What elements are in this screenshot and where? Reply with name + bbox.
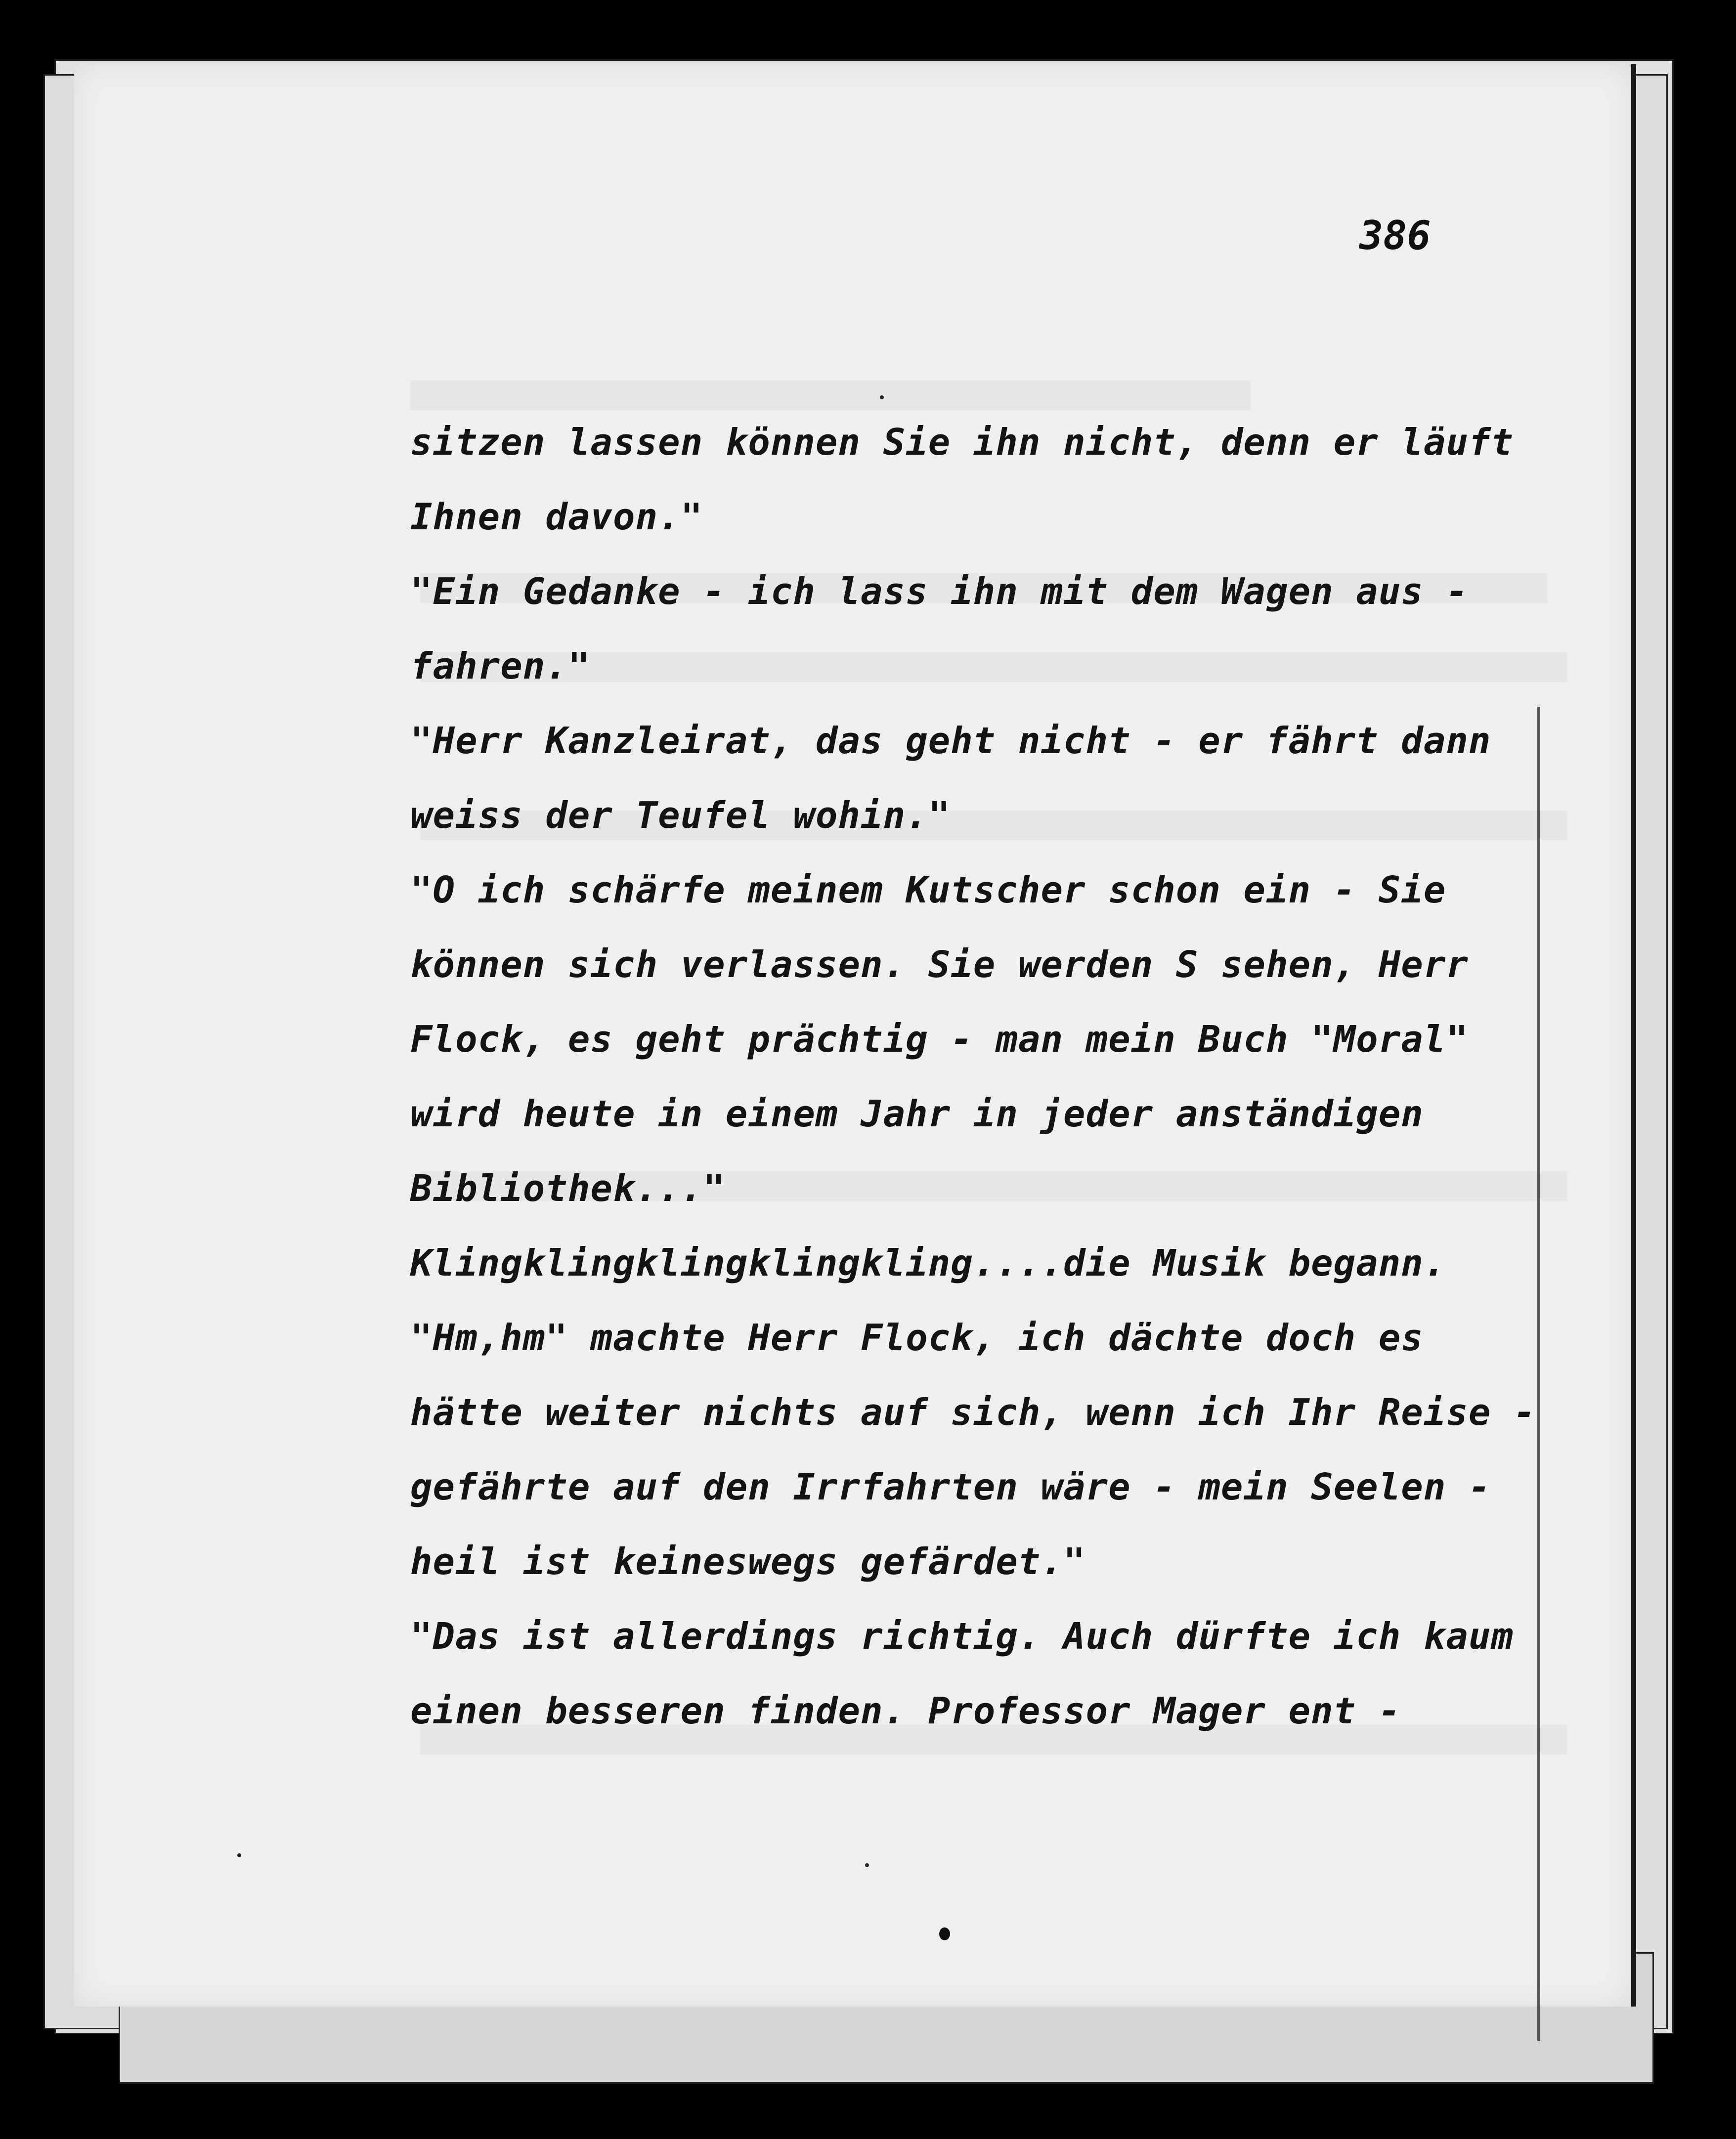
text-line: weiss der Teufel wohin." — [410, 794, 951, 837]
text-line: "O ich schärfe meinem Kutscher schon ein - Sie — [410, 869, 1446, 911]
ink-speck — [880, 395, 884, 399]
text-line: "Das ist allerdings richtig. Auch dürfte ich kaum — [410, 1615, 1514, 1658]
text-line: heil ist keineswegs gefärdet." — [410, 1540, 1086, 1583]
ink-speck — [237, 1853, 241, 1857]
text-line: "Ein Gedanke - ich lass ihn mit dem Wagen aus - — [410, 570, 1469, 613]
text-line: hätte weiter nichts auf sich, wenn ich Ihr Reise - — [410, 1391, 1536, 1434]
text-line: einen besseren finden. Professor Mager ent - — [410, 1690, 1401, 1732]
text-line: wird heute in einem Jahr in jeder anständigen — [410, 1093, 1424, 1135]
body-text — [410, 405, 1636, 1749]
text-line: Ihnen davon." — [410, 496, 703, 538]
page-number: 386 — [1359, 213, 1431, 258]
text-line: sitzen lassen können Sie ihn nicht, denn er läuft — [410, 421, 1514, 464]
ink-blot — [939, 1927, 950, 1940]
text-line: Flock, es geht prächtig - man mein Buch "Moral" — [410, 1018, 1469, 1061]
text-line: fahren." — [410, 645, 591, 687]
text-line: Klingklingklingklingkling....die Musik begann. — [410, 1242, 1446, 1284]
text-line: "Hm,hm" machte Herr Flock, ich dächte doch es — [410, 1317, 1424, 1359]
ink-speck — [865, 1863, 869, 1867]
text-line: "Herr Kanzleirat, das geht nicht - er fährt dann — [410, 720, 1491, 762]
text-line: Bibliothek..." — [410, 1167, 726, 1210]
text-line: können sich verlassen. Sie werden S sehen, Herr — [410, 943, 1469, 986]
text-line: gefährte auf den Irrfahrten wäre - mein Seelen - — [410, 1466, 1491, 1508]
